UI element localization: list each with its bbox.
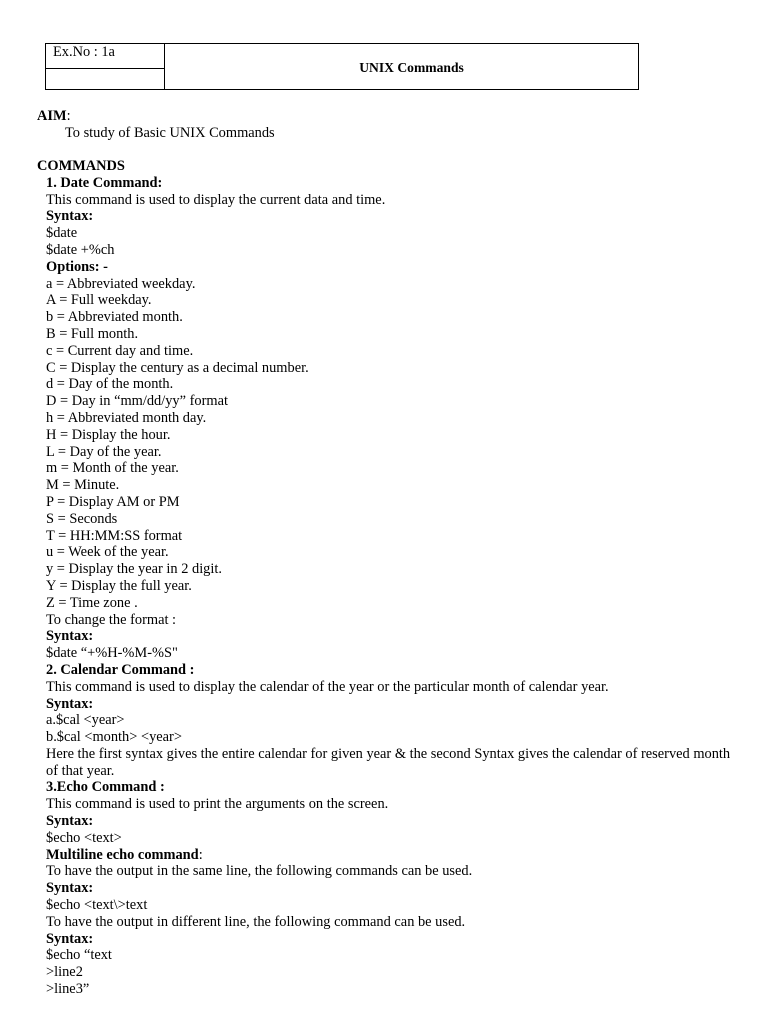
date-option-item: L = Day of the year.: [46, 443, 162, 460]
date-syntax-line: $date: [46, 225, 78, 242]
date-option-item: h = Abbreviated month day.: [46, 409, 207, 426]
same-line-description: To have the output in the same line, the following commands can be used.: [46, 863, 473, 880]
format-example: $date “+%H-%M-%S": [46, 645, 178, 662]
date-syntax-label: Syntax:: [46, 208, 94, 225]
date-syntax-line: $date +%ch: [46, 241, 115, 258]
aim-text: To study of Basic UNIX Commands: [65, 124, 275, 141]
aim-colon: :: [66, 108, 71, 124]
date-option-item: S = Seconds: [46, 510, 118, 527]
different-line-syntax: >line3”: [46, 981, 90, 998]
aim-heading: AIM: [37, 108, 67, 124]
date-option-item: a = Abbreviated weekday.: [46, 275, 196, 292]
date-option-item: M = Minute.: [46, 477, 120, 494]
different-line-syntax: >line2: [46, 964, 83, 981]
date-option-item: A = Full weekday.: [46, 292, 152, 309]
date-option-item: u = Week of the year.: [46, 544, 169, 561]
exercise-number: Ex.No : 1a: [46, 44, 165, 69]
date-option-item: Y = Display the full year.: [46, 577, 192, 594]
date-option-item: y = Display the year in 2 digit.: [46, 561, 222, 578]
date-option-item: c = Current day and time.: [46, 342, 194, 359]
date-option-item: d = Day of the month.: [46, 376, 174, 393]
date-command-heading: 1. Date Command:: [46, 174, 163, 191]
calendar-syntax-b: b.$cal <month> <year>: [46, 729, 182, 746]
same-line-syntax: $echo <text\>text: [46, 897, 148, 914]
multiline-echo-label: Multiline echo command: [46, 846, 199, 863]
date-option-item: B = Full month.: [46, 325, 139, 342]
calendar-syntax-label: Syntax:: [46, 695, 94, 712]
date-option-item: D = Day in “mm/dd/yy” format: [46, 393, 228, 410]
different-line-description: To have the output in different line, the following command can be used.: [46, 913, 466, 930]
date-options-list: [37, 276, 737, 612]
date-command-description: This command is used to display the current data and time.: [46, 191, 386, 208]
date-option-item: T = HH:MM:SS format: [46, 527, 183, 544]
echo-syntax: $echo <text>: [46, 829, 122, 846]
calendar-syntax-a: a.$cal <year>: [46, 712, 125, 729]
different-line-syntax-label: Syntax:: [46, 930, 94, 947]
date-option-item: b = Abbreviated month.: [46, 309, 183, 326]
header-table: [45, 43, 639, 90]
date-option-item: P = Display AM or PM: [46, 493, 180, 510]
echo-syntax-label: Syntax:: [46, 813, 94, 830]
date-option-item: H = Display the hour.: [46, 426, 171, 443]
aim-section: [37, 108, 275, 142]
calendar-command-description: This command is used to display the calendar of the year or the particular month of calendar year.: [46, 678, 609, 695]
calendar-explanation: Here the first syntax gives the entire calendar for given year & the second Syntax gives the calendar of reserved month of that year.: [46, 745, 731, 779]
date-option-item: m = Month of the year.: [46, 460, 179, 477]
echo-command-description: This command is used to print the arguments on the screen.: [46, 796, 389, 813]
different-line-syntax: $echo “text: [46, 947, 112, 964]
calendar-command-heading: 2. Calendar Command :: [46, 661, 195, 678]
change-format-text: To change the format :: [46, 611, 177, 628]
date-options-label: Options: -: [46, 258, 108, 275]
header-blank-cell: [46, 69, 165, 89]
date-option-item: C = Display the century as a decimal number.: [46, 359, 309, 376]
same-line-syntax-label: Syntax:: [46, 880, 94, 897]
commands-section: [37, 158, 737, 998]
document-title: UNIX Commands: [359, 60, 464, 75]
date-option-item: Z = Time zone .: [46, 594, 138, 611]
commands-heading: COMMANDS: [37, 158, 125, 174]
multiline-echo-colon: :: [198, 846, 203, 863]
echo-command-heading: 3.Echo Command :: [46, 779, 165, 796]
format-syntax-label: Syntax:: [46, 628, 94, 645]
